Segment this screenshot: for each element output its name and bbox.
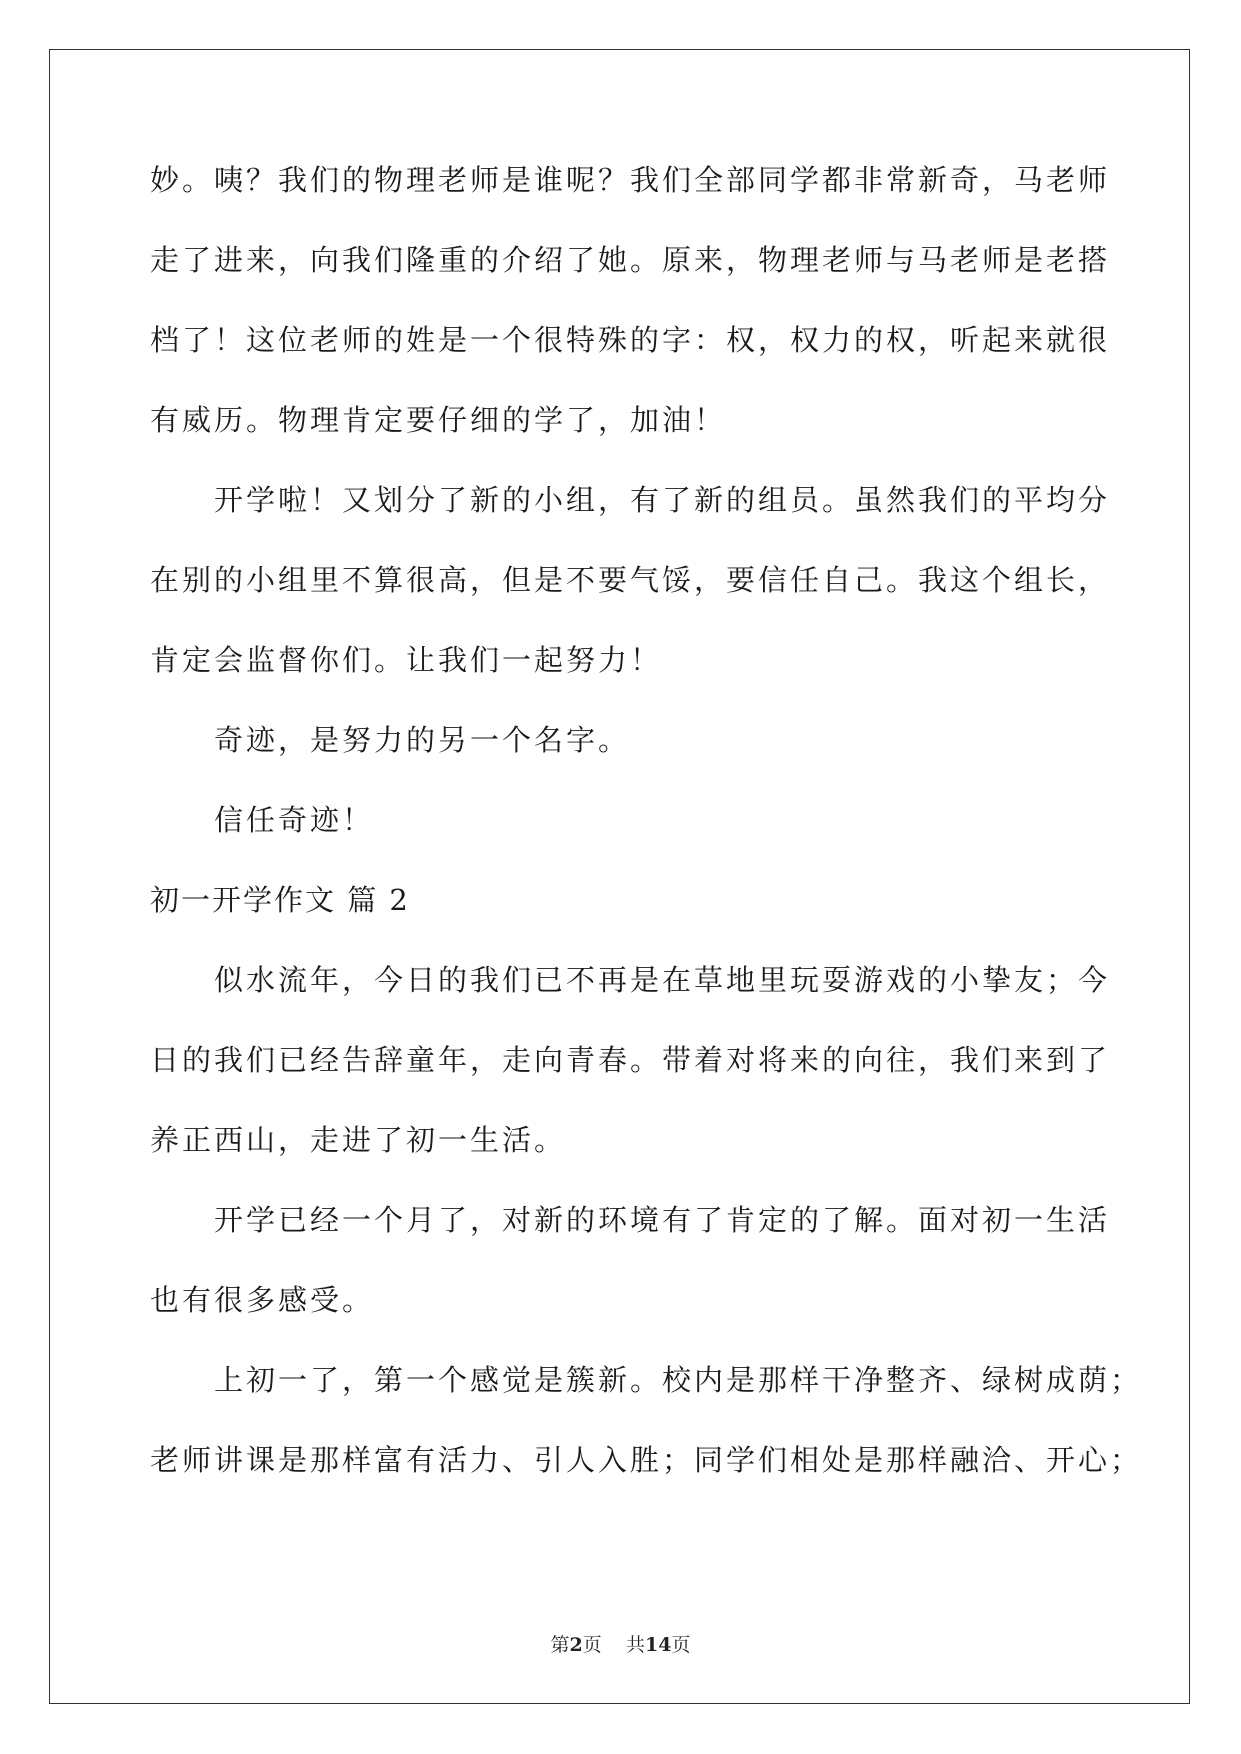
- text-line: 走了进来，向我们隆重的介绍了她。原来，物理老师与马老师是老搭: [150, 243, 1111, 277]
- total-prefix: 共: [625, 1634, 645, 1656]
- paragraph-first-line: 信任奇迹！: [214, 803, 375, 837]
- section-heading: 初一开学作文 篇 2: [150, 883, 410, 917]
- total-pages: 14: [644, 1634, 672, 1656]
- page-suffix: 页: [582, 1634, 602, 1656]
- paragraph-first-line: 奇迹，是努力的另一个名字。: [214, 723, 631, 757]
- page-prefix: 第: [550, 1634, 570, 1656]
- paragraph-first-line: 开学已经一个月了，对新的环境有了肯定的了解。面对初一生活: [214, 1203, 1111, 1237]
- text-line: 肯定会监督你们。让我们一起努力！: [150, 643, 663, 677]
- total-suffix: 页: [671, 1634, 691, 1656]
- text-line: 也有很多感受。: [150, 1283, 375, 1317]
- paragraph-first-line: 上初一了，第一个感觉是簇新。校内是那样干净整齐、绿树成荫；: [214, 1363, 1143, 1397]
- text-line: 老师讲课是那样富有活力、引人入胜；同学们相处是那样融洽、开心；: [150, 1443, 1143, 1477]
- text-line: 档了！这位老师的姓是一个很特殊的字：权，权力的权，听起来就很: [150, 323, 1111, 357]
- text-line: 妙。咦？我们的物理老师是谁呢？我们全部同学都非常新奇，马老师: [150, 163, 1111, 197]
- text-line: 养正西山，走进了初一生活。: [150, 1123, 567, 1157]
- paragraph-first-line: 似水流年，今日的我们已不再是在草地里玩耍游戏的小挚友；今: [214, 963, 1111, 997]
- page-number: 2: [569, 1634, 583, 1656]
- text-line: 有威历。物理肯定要仔细的学了，加油！: [150, 403, 727, 437]
- paragraph-first-line: 开学啦！又划分了新的小组，有了新的组员。虽然我们的平均分: [214, 483, 1111, 517]
- text-line: 日的我们已经告辞童年，走向青春。带着对将来的向往，我们来到了: [150, 1043, 1111, 1077]
- page-footer: [0, 1630, 1241, 1657]
- text-line: 在别的小组里不算很高，但是不要气馁，要信任自己。我这个组长，: [150, 563, 1111, 597]
